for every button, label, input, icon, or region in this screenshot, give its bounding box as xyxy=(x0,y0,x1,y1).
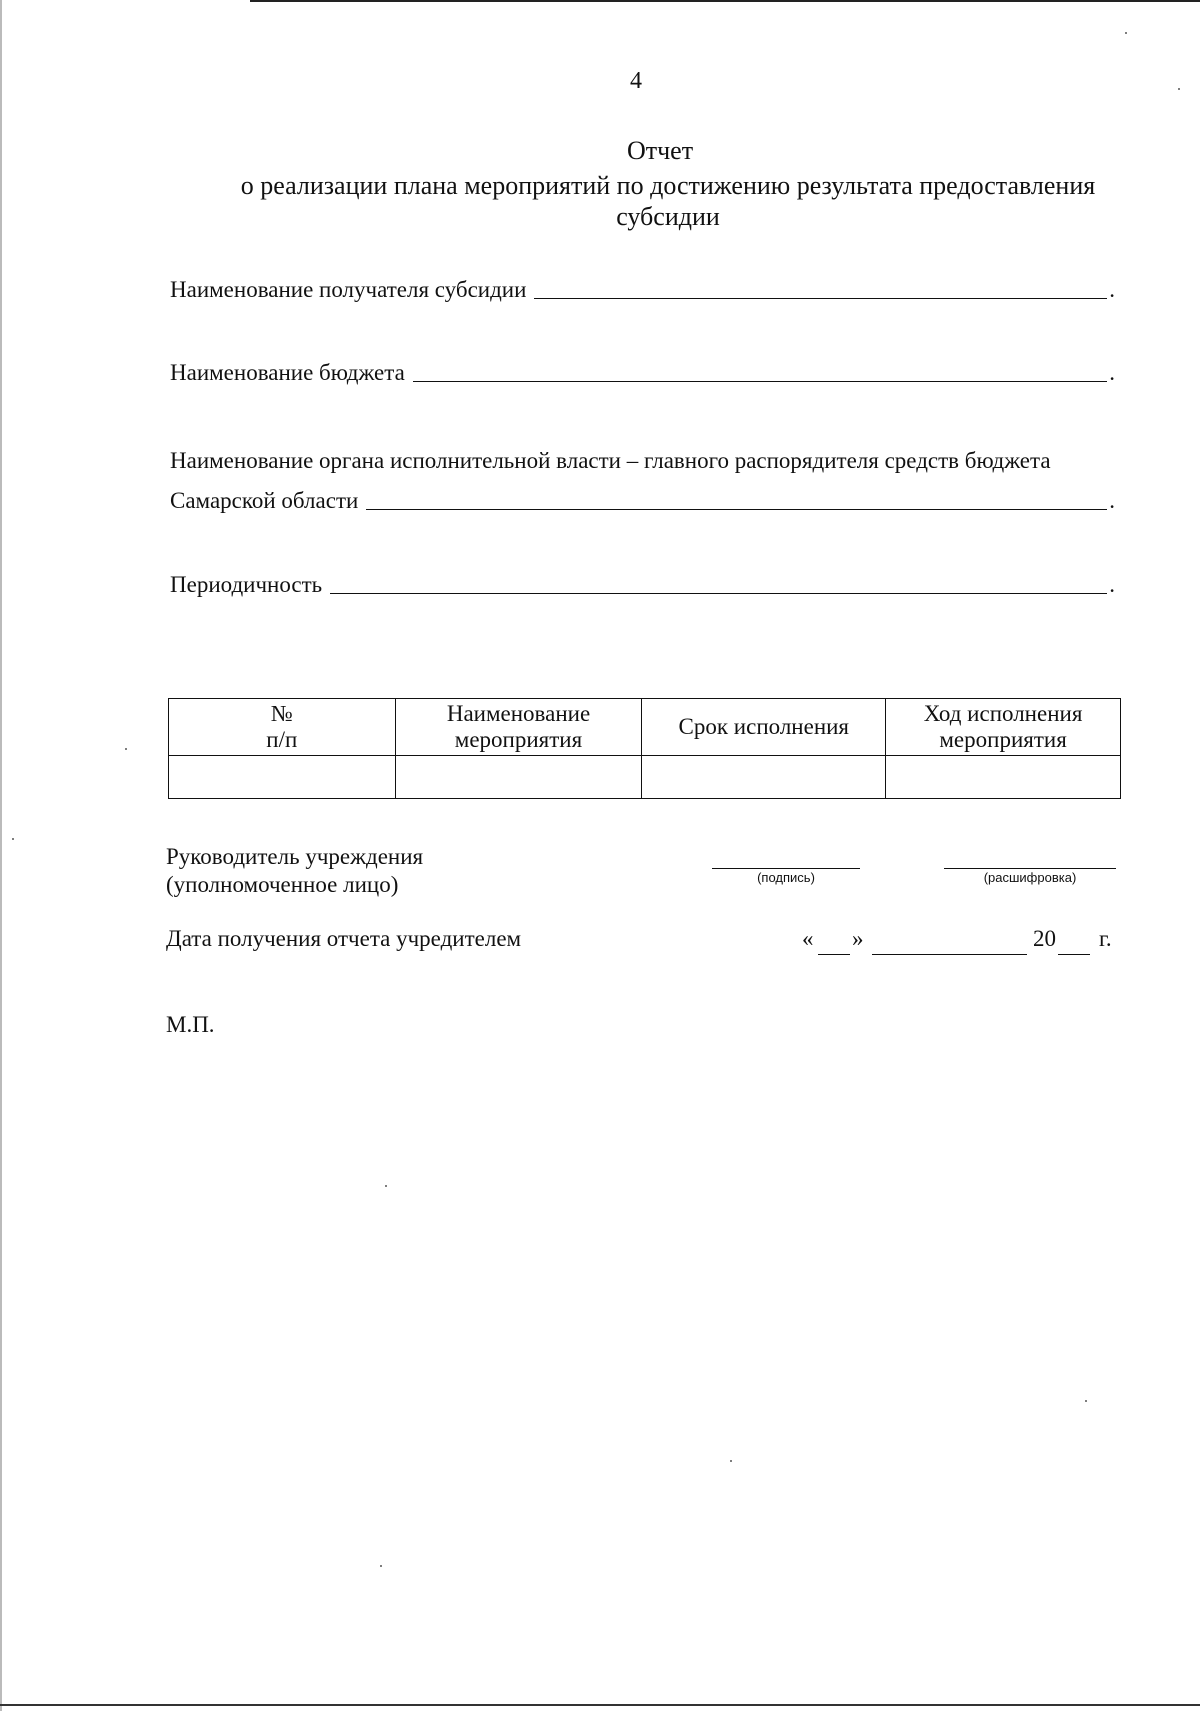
day-blank xyxy=(818,953,850,955)
authority-terminator: . xyxy=(1109,488,1115,513)
signature-caption: (подпись) xyxy=(757,870,815,885)
year-blank xyxy=(1058,953,1090,955)
month-blank xyxy=(872,953,1027,955)
recipient-field xyxy=(170,277,1115,303)
periodicity-blank xyxy=(330,592,1107,594)
budget-terminator: . xyxy=(1109,360,1115,385)
authority-label-line1: Наименование органа исполнительной власти – главного распорядителя средств бюджета xyxy=(170,448,1051,473)
scan-speck xyxy=(380,1565,382,1567)
document-title: Отчет xyxy=(626,136,694,165)
header-number: № п/п xyxy=(169,699,396,756)
cell-number xyxy=(169,756,396,799)
scan-speck xyxy=(730,1460,732,1462)
header-deadline: Срок исполнения xyxy=(642,699,886,756)
transcript-caption: (расшифровка) xyxy=(983,870,1077,885)
receipt-date-label: Дата получения отчета учредителем xyxy=(166,926,522,951)
authority-label-line2: Самарской области xyxy=(170,488,359,513)
scan-speck xyxy=(1085,1400,1087,1402)
recipient-blank xyxy=(534,297,1107,299)
scan-edge-left xyxy=(0,0,2,1711)
cell-deadline xyxy=(642,756,886,799)
page-number: 4 xyxy=(630,68,642,94)
budget-blank xyxy=(413,380,1107,382)
recipient-label: Наименование получателя субсидии xyxy=(170,277,527,302)
authority-field xyxy=(170,488,1115,514)
periodicity-field xyxy=(170,572,1115,598)
budget-label: Наименование бюджета xyxy=(170,360,405,385)
stamp-placeholder: М.П. xyxy=(166,1012,215,1037)
scan-speck xyxy=(125,748,127,750)
year-suffix: г. xyxy=(1099,926,1112,951)
cell-measure-name xyxy=(395,756,642,799)
header-progress: Ход исполнения мероприятия xyxy=(886,699,1121,756)
quote-close: » xyxy=(852,926,864,951)
scan-speck xyxy=(1125,32,1127,34)
table-row xyxy=(169,756,1121,799)
quote-open: « xyxy=(802,926,814,951)
signature-blank xyxy=(712,867,860,869)
year-prefix: 20 xyxy=(1033,926,1056,951)
measures-table xyxy=(168,698,1121,799)
document-subtitle: о реализации плана мероприятий по достижению результата предоставления субсидии xyxy=(240,171,1096,231)
scan-edge-bottom xyxy=(0,1704,1200,1706)
authority-blank xyxy=(366,508,1107,510)
signatory-label-line2: (уполномоченное лицо) xyxy=(166,872,399,897)
transcript-blank xyxy=(944,867,1116,869)
recipient-terminator: . xyxy=(1109,277,1115,302)
table-header-row xyxy=(169,699,1121,756)
cell-progress xyxy=(886,756,1121,799)
scan-speck xyxy=(1178,88,1180,90)
budget-field xyxy=(170,360,1115,386)
periodicity-terminator: . xyxy=(1109,572,1115,597)
scan-speck xyxy=(12,838,14,840)
signatory-label xyxy=(166,843,423,899)
scan-speck xyxy=(385,1185,387,1187)
signatory-label-line1: Руководитель учреждения xyxy=(166,844,424,869)
periodicity-label: Периодичность xyxy=(170,572,323,597)
scan-edge-top xyxy=(250,0,1200,2)
header-measure-name: Наименование мероприятия xyxy=(395,699,642,756)
